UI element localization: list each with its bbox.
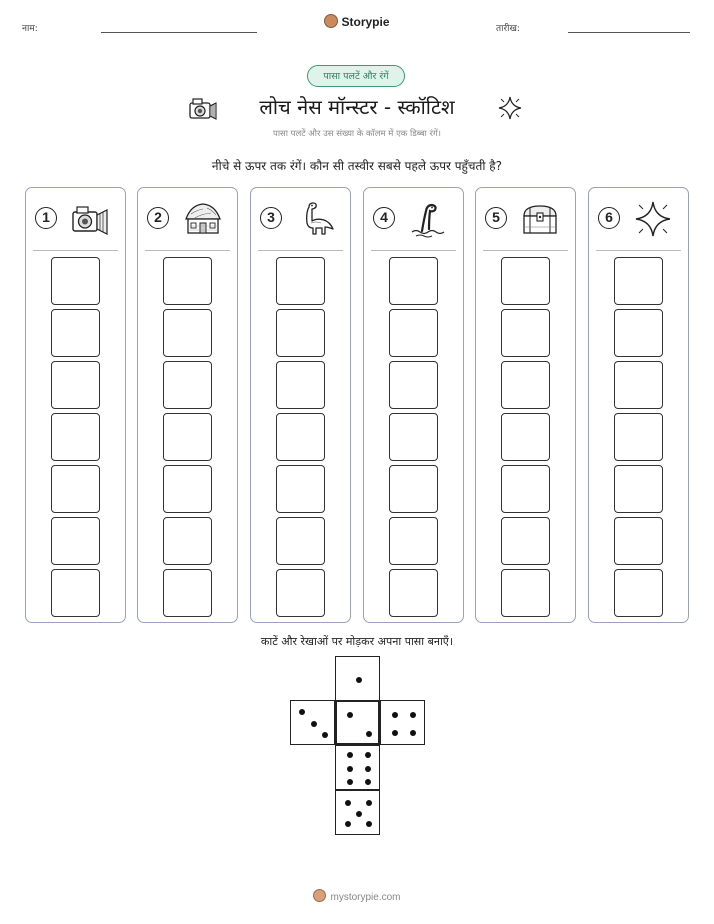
activity-badge: पासा पलटें और रंगें xyxy=(307,65,405,87)
dice-pip xyxy=(410,730,416,736)
color-box[interactable] xyxy=(501,257,550,305)
dice-face-2 xyxy=(335,700,380,745)
column-number: 4 xyxy=(373,207,395,229)
column-1 xyxy=(25,187,126,623)
dice-pip xyxy=(365,752,371,758)
color-box[interactable] xyxy=(389,361,438,409)
dice-pip xyxy=(392,712,398,718)
page-title: लोच नेस मॉन्स्टर - स्कॉटिश xyxy=(259,95,455,119)
title-row xyxy=(0,92,714,122)
dice-pip xyxy=(410,712,416,718)
color-box[interactable] xyxy=(276,517,325,565)
date-label: तारीख: xyxy=(496,24,520,34)
color-box[interactable] xyxy=(163,309,212,357)
dice-pip xyxy=(366,731,372,737)
color-box[interactable] xyxy=(163,361,212,409)
dice-pip xyxy=(347,752,353,758)
footer-url: mystorypie.com xyxy=(330,892,401,903)
color-box[interactable] xyxy=(501,413,550,461)
color-box[interactable] xyxy=(276,465,325,513)
camera-icon xyxy=(70,199,110,239)
color-box[interactable] xyxy=(501,517,550,565)
dice-face-3 xyxy=(290,700,335,745)
color-box[interactable] xyxy=(501,569,550,617)
column-4 xyxy=(363,187,464,623)
column-6 xyxy=(588,187,689,623)
color-box[interactable] xyxy=(614,361,663,409)
color-box[interactable] xyxy=(163,465,212,513)
color-box[interactable] xyxy=(276,257,325,305)
column-number: 2 xyxy=(147,207,169,229)
cottage-icon xyxy=(180,199,226,239)
color-box[interactable] xyxy=(389,465,438,513)
name-line[interactable] xyxy=(101,32,257,33)
bear-icon xyxy=(324,14,338,28)
color-box[interactable] xyxy=(51,257,100,305)
divider xyxy=(258,250,343,251)
color-box[interactable] xyxy=(614,465,663,513)
dinosaur-icon xyxy=(295,199,335,239)
cut-instruction: काटें और रेखाओं पर मोड़कर अपना पासा बनाएँ। xyxy=(260,635,454,648)
subtitle: पासा पलटें और उस संख्या के कॉलम में एक डिब्बा रंगें। xyxy=(273,129,441,139)
color-box[interactable] xyxy=(163,413,212,461)
dice-pip xyxy=(392,730,398,736)
color-box[interactable] xyxy=(51,517,100,565)
footer xyxy=(0,889,714,903)
dice-pip xyxy=(365,779,371,785)
dice-pip xyxy=(366,821,372,827)
dice-pip xyxy=(366,800,372,806)
divider xyxy=(33,250,118,251)
column-5 xyxy=(475,187,576,623)
divider xyxy=(483,250,568,251)
color-box[interactable] xyxy=(389,413,438,461)
dice-face-5 xyxy=(335,790,380,835)
dice-pip xyxy=(347,779,353,785)
color-box[interactable] xyxy=(51,465,100,513)
sparkle-icon xyxy=(497,95,523,121)
color-box[interactable] xyxy=(51,309,100,357)
column-number: 5 xyxy=(485,207,507,229)
color-box[interactable] xyxy=(614,569,663,617)
date-line[interactable] xyxy=(568,32,690,33)
dice-pip xyxy=(365,766,371,772)
color-box[interactable] xyxy=(163,257,212,305)
column-2 xyxy=(137,187,238,623)
instruction: नीचे से ऊपर तक रंगें। कौन सी तस्वीर सबसे पहले ऊपर पहुँचती है? xyxy=(211,159,503,173)
color-box[interactable] xyxy=(276,569,325,617)
name-label: नाम: xyxy=(22,24,38,34)
color-box[interactable] xyxy=(614,257,663,305)
bear-icon xyxy=(313,889,326,902)
color-box[interactable] xyxy=(389,309,438,357)
column-3 xyxy=(250,187,351,623)
color-box[interactable] xyxy=(389,517,438,565)
dice-pip xyxy=(299,709,305,715)
color-box[interactable] xyxy=(51,361,100,409)
brand-logo xyxy=(0,14,714,29)
column-number: 1 xyxy=(35,207,57,229)
color-box[interactable] xyxy=(163,569,212,617)
dice-pip xyxy=(347,712,353,718)
dice-pip xyxy=(311,721,317,727)
color-box[interactable] xyxy=(276,361,325,409)
color-box[interactable] xyxy=(51,569,100,617)
treasure-chest-icon xyxy=(520,199,560,239)
color-box[interactable] xyxy=(614,413,663,461)
color-box[interactable] xyxy=(51,413,100,461)
color-box[interactable] xyxy=(614,309,663,357)
color-box[interactable] xyxy=(389,569,438,617)
dice-pip xyxy=(356,677,362,683)
color-box[interactable] xyxy=(501,465,550,513)
dice-pip xyxy=(345,821,351,827)
column-number: 6 xyxy=(598,207,620,229)
color-box[interactable] xyxy=(501,309,550,357)
color-box[interactable] xyxy=(276,413,325,461)
sea-monster-icon xyxy=(408,199,448,239)
divider xyxy=(145,250,230,251)
color-box[interactable] xyxy=(501,361,550,409)
dice-pip xyxy=(345,800,351,806)
color-box[interactable] xyxy=(389,257,438,305)
color-box[interactable] xyxy=(614,517,663,565)
dice-face-1 xyxy=(335,656,380,701)
dice-pip xyxy=(322,732,328,738)
column-number: 3 xyxy=(260,207,282,229)
color-box[interactable] xyxy=(276,309,325,357)
color-box[interactable] xyxy=(163,517,212,565)
divider xyxy=(596,250,681,251)
dice-pip xyxy=(347,766,353,772)
divider xyxy=(371,250,456,251)
dice-pip xyxy=(356,811,362,817)
dice-face-6 xyxy=(335,745,380,790)
brand-name: Storypie xyxy=(341,15,390,29)
sparkle-icon xyxy=(633,199,673,239)
dice-face-4 xyxy=(380,700,425,745)
